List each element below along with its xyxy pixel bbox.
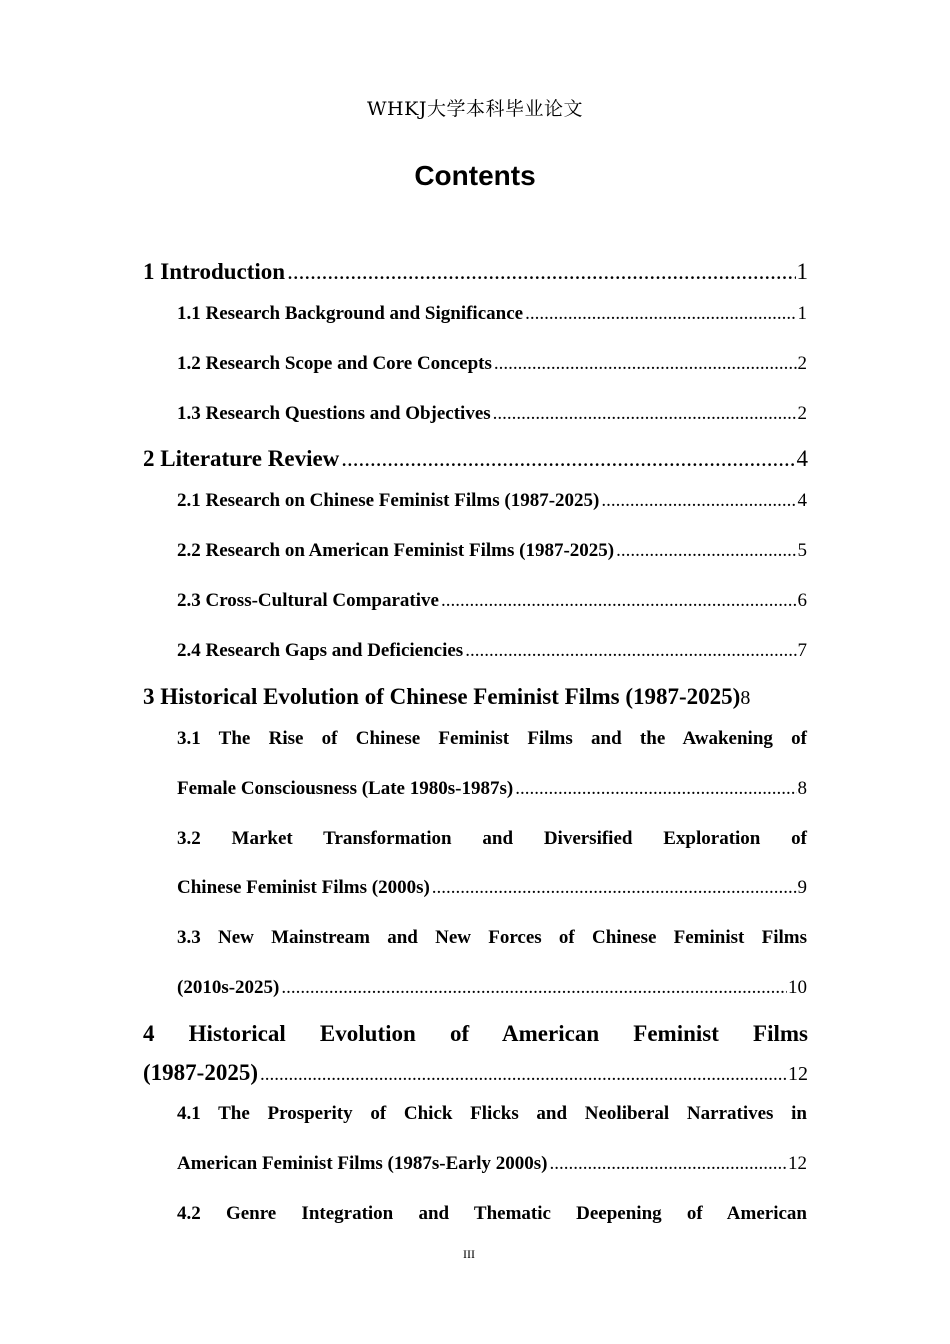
dot-leader [465, 640, 796, 662]
dot-leader [601, 490, 796, 512]
toc-page-number: 9 [797, 877, 807, 898]
page-number-footer: III [463, 1247, 475, 1261]
dot-leader [525, 303, 796, 325]
toc-entry-3-3[interactable] [177, 977, 807, 999]
dot-leader [260, 1064, 787, 1086]
toc-entry-title: American Feminist Films (1987s-Early 2000s) [177, 1153, 548, 1174]
toc-page-number: 10 [788, 977, 807, 998]
toc-entry-4-2-line1[interactable]: 4.2 Genre Integration and Thematic Deepening of American [177, 1203, 807, 1224]
running-header: WHKJ大学本科毕业论文 [367, 98, 583, 120]
toc-entry-title: 2.2 Research on American Feminist Films (1987-2025) [177, 540, 615, 561]
dot-leader [493, 403, 797, 425]
toc-entry-3-3-line1[interactable]: 3.3 New Mainstream and New Forces of Chinese Feminist Films [177, 927, 807, 948]
toc-entry-title: 2.1 Research on Chinese Feminist Films (1987-2025) [177, 490, 600, 511]
toc-entry-title: 2 Literature Review [143, 446, 340, 471]
toc-entry-title: 1 Introduction [143, 259, 286, 284]
dot-leader [341, 446, 795, 472]
toc-entry-2-1[interactable] [177, 490, 807, 512]
dot-leader [494, 353, 797, 375]
toc-entry-2-2[interactable] [177, 540, 807, 562]
toc-page-number: 12 [788, 1063, 808, 1085]
toc-entry-title: Female Consciousness (Late 1980s-1987s) [177, 778, 514, 799]
toc-page-number: 7 [797, 640, 807, 661]
dot-leader [616, 540, 796, 562]
toc-entry-2[interactable] [143, 446, 808, 472]
toc-entry-title: 2.3 Cross-Cultural Comparative [177, 590, 439, 611]
toc-entry-4-line1[interactable]: 4 Historical Evolution of American Feminist Films [143, 1021, 808, 1046]
toc-entry-title: 1.3 Research Questions and Objectives [177, 403, 491, 424]
toc-entry-title: 1.1 Research Background and Significance [177, 303, 524, 324]
toc-entry-1-1[interactable] [177, 303, 807, 325]
toc-entry-title: (1987-2025) [143, 1060, 258, 1085]
dot-leader [432, 877, 797, 899]
dot-leader [549, 1153, 787, 1175]
toc-entry-title: (2010s-2025) [177, 977, 280, 998]
toc-entry-3-1[interactable] [177, 778, 807, 800]
toc-page-number: 5 [797, 540, 807, 561]
toc-page-number: 8 [797, 778, 807, 799]
toc-entry-4-1[interactable] [177, 1153, 807, 1175]
dot-leader [515, 778, 796, 800]
dot-leader [281, 977, 787, 999]
dot-leader [441, 590, 797, 612]
dot-leader [287, 259, 795, 285]
toc-entry-3[interactable] [143, 684, 819, 710]
toc-entry-2-3[interactable] [177, 590, 807, 612]
toc-entry-3-1-line1[interactable]: 3.1 The Rise of Chinese Feminist Films and the Awakening of [177, 728, 807, 749]
toc-page-number: 8 [740, 687, 751, 709]
page-title: Contents [414, 160, 536, 191]
toc-page-number: 4 [796, 446, 808, 471]
toc-entry-1[interactable] [143, 259, 808, 285]
toc-entry-1-2[interactable] [177, 353, 807, 375]
toc-entry-3-2-line1[interactable]: 3.2 Market Transformation and Diversified Exploration of [177, 828, 807, 849]
toc-entry-title: Chinese Feminist Films (2000s) [177, 877, 430, 898]
toc-page-number: 6 [797, 590, 807, 611]
toc-entry-1-3[interactable] [177, 403, 807, 425]
toc-page-number: 1 [796, 259, 808, 284]
toc-entry-3-2[interactable] [177, 877, 807, 899]
toc-page-number: 2 [797, 403, 807, 424]
toc-page-number: 2 [797, 353, 807, 374]
toc-entry-2-4[interactable] [177, 640, 807, 662]
toc-page-number: 12 [788, 1153, 807, 1174]
toc-page-number: 4 [797, 490, 807, 511]
toc-page-number: 1 [797, 303, 807, 324]
toc-entry-title: 1.2 Research Scope and Core Concepts [177, 353, 492, 374]
toc-entry-4[interactable] [143, 1060, 808, 1086]
toc-entry-title: 2.4 Research Gaps and Deficiencies [177, 640, 464, 661]
toc-entry-4-1-line1[interactable]: 4.1 The Prosperity of Chick Flicks and Neoliberal Narratives in [177, 1103, 807, 1124]
toc-entry-title: 3 Historical Evolution of Chinese Feminist Films (1987-2025) [143, 684, 741, 709]
